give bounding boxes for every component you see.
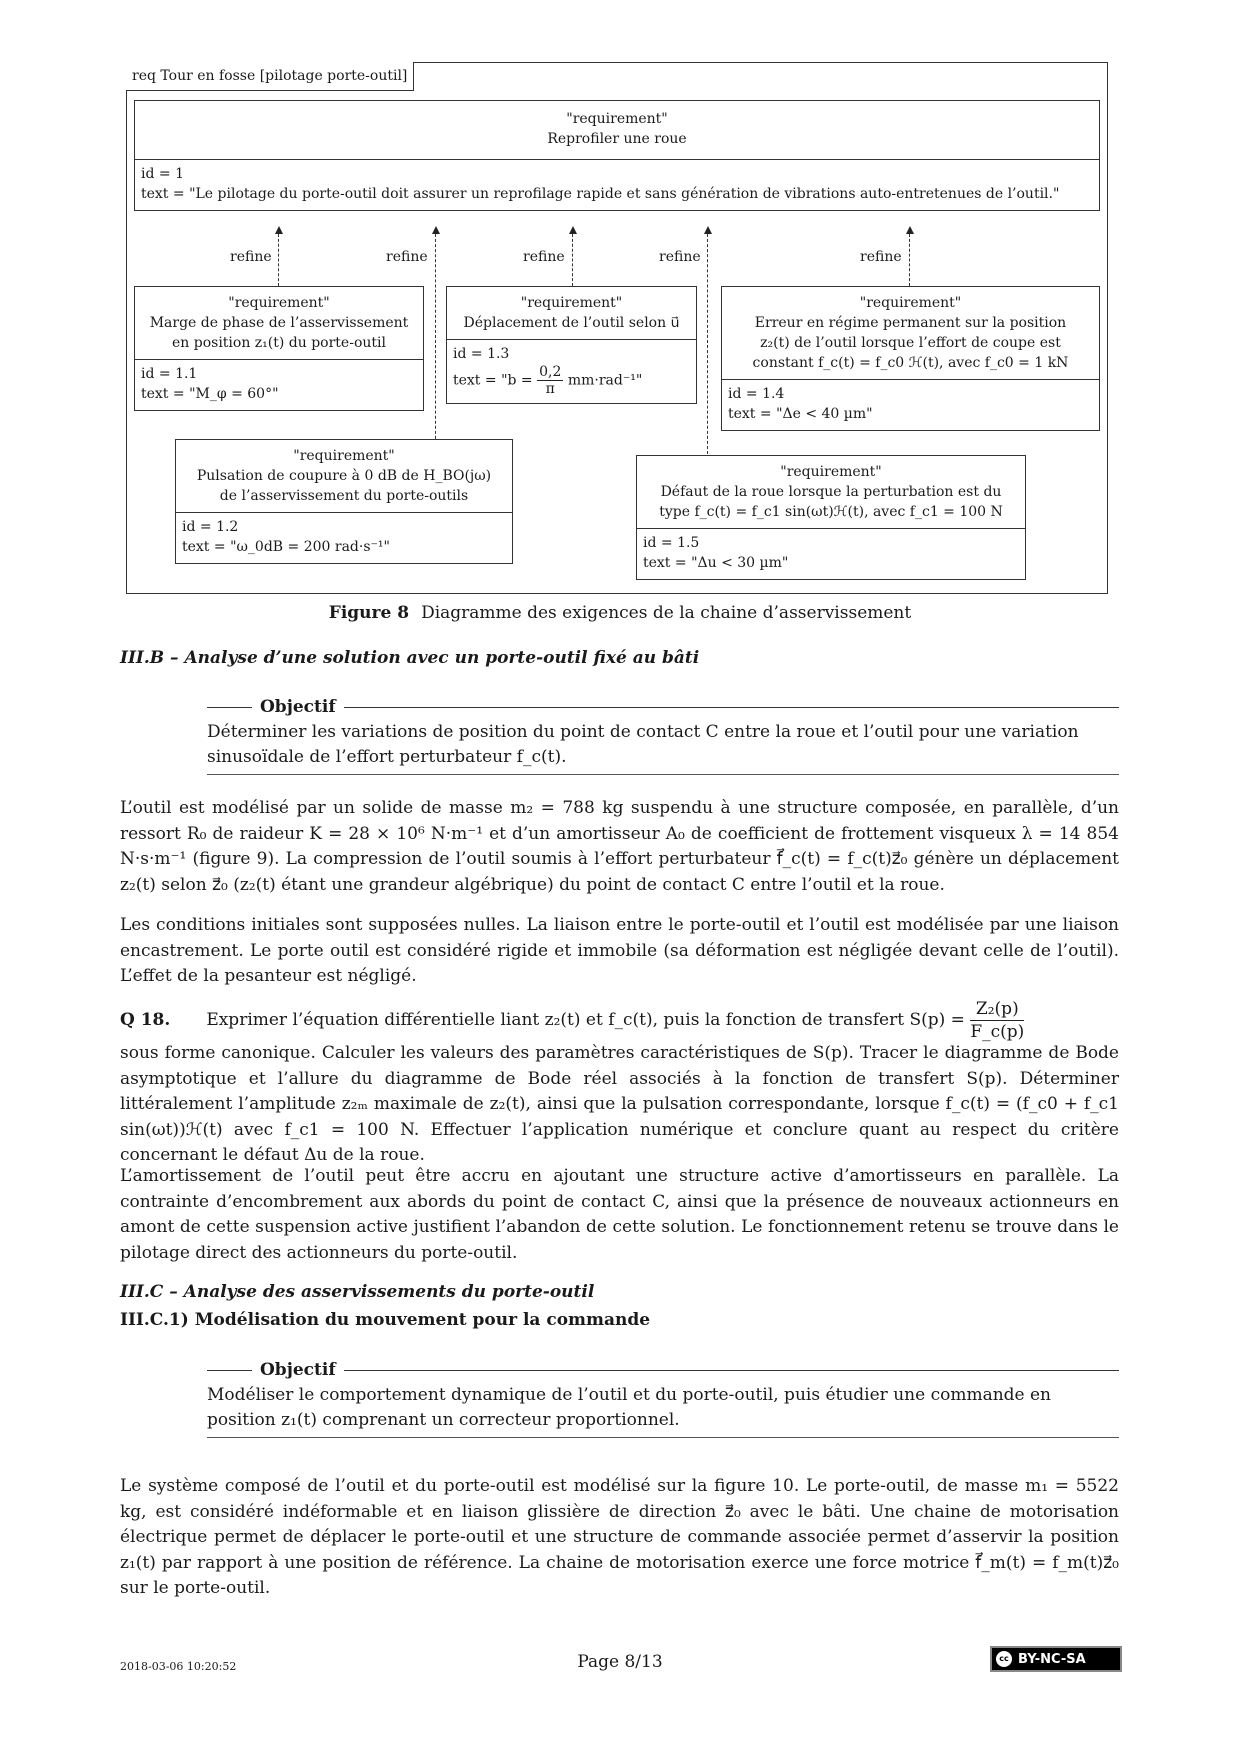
- requirement-id: id = 1.3: [453, 346, 510, 362]
- license-text: BY-NC-SA: [1018, 1651, 1086, 1667]
- refine-link-1-2: [435, 234, 436, 449]
- stereotype-label: "requirement": [859, 295, 962, 311]
- refine-label: refine: [523, 249, 565, 265]
- requirement-text: text = "Δu < 30 µm": [643, 555, 789, 571]
- objective-text: Déterminer les variations de position du point de contact C entre la roue et l’outil pour une variation sinusoïdale de l’effort perturbateur f_c(t).: [207, 722, 1079, 767]
- requirement-id: id = 1.1: [141, 366, 198, 382]
- stereotype-label: "requirement": [520, 295, 623, 311]
- refine-label: refine: [860, 249, 902, 265]
- question-label: Q 18.: [120, 1010, 171, 1030]
- refine-label: refine: [659, 249, 701, 265]
- requirement-text: text = "Δe < 40 µm": [728, 406, 873, 422]
- objective-box-c: [207, 1358, 1119, 1438]
- paragraph-model-outil: L’outil est modélisé par un solide de masse m₂ = 788 kg suspendu à une structure composée, en parallèle, d’un ressort R₀ de raideur K = 28 × 10⁶ N·m⁻¹ et d’un amortisseur A₀ de coefficient de frottement visqueux λ = 14 854 N·s·m⁻¹ (figure 9). La compression de l’outil soumis à l’effort perturbateur f⃗_c(t) = f_c(t)z⃗₀ génère un déplacement z₂(t) selon z⃗₀ (z₂(t) étant une grandeur algébrique) du point de contact C entre l’outil et la roue.: [120, 798, 1119, 895]
- transfer-function-fraction: $\frac{\text{Z₂(p)}}{F\_c(p)}$: [970, 999, 1025, 1042]
- requirement-1: [134, 100, 1100, 211]
- refine-link-1-3: [572, 234, 573, 286]
- stereotype-label: "requirement": [780, 464, 882, 480]
- requirement-name: z₂(t) de l’outil lorsque l’effort de coupe est: [760, 335, 1061, 351]
- requirement-name: Déplacement de l’outil selon u⃗: [463, 315, 680, 331]
- question-text: Exprimer l’équation différentielle liant z₂(t) et f_c(t), puis la fonction de transfert S(p) =: [206, 1010, 965, 1030]
- requirement-name: de l’asservissement du porte-outils: [219, 488, 469, 504]
- requirement-1-3: [446, 286, 697, 404]
- stereotype-label: "requirement": [293, 448, 395, 464]
- objective-box-b: [207, 695, 1119, 775]
- refine-arrow-icon: [704, 226, 712, 234]
- requirement-text: text = "Le pilotage du porte-outil doit assurer un reprofilage rapide et sans génération de vibrations auto-entretenues de l’outil.": [141, 186, 1060, 202]
- requirement-name: Marge de phase de l’asservissement: [149, 315, 409, 331]
- requirement-name: type f_c(t) = f_c1 sin(ωt)ℋ(t), avec f_c1 = 100 N: [659, 504, 1003, 520]
- cc-icon: cc: [996, 1651, 1012, 1667]
- requirement-1-5: [636, 455, 1026, 580]
- page-number: Page 8/13: [577, 1652, 663, 1672]
- requirement-name: Erreur en régime permanent sur la position: [754, 315, 1067, 331]
- refine-arrow-icon: [569, 226, 577, 234]
- requirement-text: text = "b = $\frac{0,2}{\pi}$ mm·rad⁻¹": [453, 364, 643, 397]
- requirement-id: id = 1: [141, 166, 184, 182]
- paragraph-initial-conditions: Les conditions initiales sont supposées nulles. La liaison entre le porte-outil et l’outil est modélisée par une liaison encastrement. Le porte outil est considéré rigide et immobile (sa déformation est négligée devant celle de l’outil). L’effet de la pesanteur est négligé.: [120, 915, 1119, 986]
- fraction: $\frac{0,2}{\pi}$: [539, 364, 562, 397]
- requirement-text: text = "M_φ = 60°": [141, 386, 279, 402]
- objective-text: Modéliser le comportement dynamique de l’outil et du porte-outil, puis étudier une commande en position z₁(t) comprenant un correcteur proportionnel.: [207, 1385, 1052, 1430]
- requirement-name: en position z₁(t) du porte-outil: [172, 335, 386, 351]
- requirement-1-4: [721, 286, 1100, 431]
- refine-link-1-1: [278, 234, 279, 286]
- subsection-heading-iii-c-1: III.C.1) Modélisation du mouvement pour la commande: [120, 1310, 651, 1330]
- license-badge: [990, 1646, 1122, 1672]
- figure-caption: [0, 603, 1240, 623]
- paragraph-system-model: Le système composé de l’outil et du porte-outil est modélisé sur la figure 10. Le porte-outil, de masse m₁ = 5522 kg, est considéré indéformable et en liaison glissière de direction z⃗₀ avec le bâti. Une chaine de motorisation électrique permet de déplacer le porte-outil et une structure de commande associée permet d’asservir la position z₁(t) par rapport à une position de référence. La chaine de motorisation exerce une force motrice f⃗_m(t) = f_m(t)z⃗₀ sur le porte-outil.: [120, 1476, 1119, 1598]
- footer-timestamp: 2018-03-06 10:20:52: [120, 1660, 237, 1673]
- question-18: [120, 998, 1119, 1169]
- refine-link-1-5: [707, 234, 708, 454]
- refine-link-1-4: [909, 234, 910, 286]
- stereotype-label: "requirement": [566, 111, 668, 127]
- requirement-name: Reprofiler une roue: [547, 131, 687, 147]
- objective-title: Objectif: [260, 697, 336, 717]
- requirement-1-1: [134, 286, 424, 411]
- requirement-1-2: [175, 439, 513, 564]
- figure-label: Figure 8: [328, 603, 410, 623]
- figure-caption-text: Diagramme des exigences de la chaine d’asservissement: [421, 603, 912, 623]
- refine-arrow-icon: [275, 226, 283, 234]
- requirement-id: id = 1.5: [643, 535, 700, 551]
- question-text-continued: sous forme canonique. Calculer les valeurs des paramètres caractéristiques de S(p). Tracer le diagramme de Bode asymptotique et l’allure du diagramme de Bode réel associés à la fonction de transfert S(p). Déterminer littéralement l’amplitude z₂ₘ maximale de z₂(t), ainsi que la pulsation correspondante, lorsque f_c(t) = (f_c0 + f_c1 sin(ωt))ℋ(t) avec f_c1 = 100 N. Effectuer l’application numérique et conclure quant au respect du critère concernant le défaut Δu de la roue.: [120, 1043, 1119, 1165]
- objective-title: Objectif: [260, 1360, 336, 1380]
- paragraph-active-damping: L’amortissement de l’outil peut être accru en ajoutant une structure active d’amortisseurs en parallèle. La contrainte d’encombrement aux abords du point de contact C, ainsi que la présence de nouveaux actionneurs en amont de cette suspension active justifient l’abandon de cette solution. Le fonctionnement retenu se trouve dans le pilotage direct des actionneurs du porte-outil.: [120, 1166, 1119, 1263]
- requirement-name: Pulsation de coupure à 0 dB de H_BO(jω): [196, 468, 492, 484]
- refine-label: refine: [386, 249, 428, 265]
- requirement-text: text = "ω_0dB = 200 rad·s⁻¹": [182, 539, 390, 555]
- refine-arrow-icon: [906, 226, 914, 234]
- refine-arrow-icon: [432, 226, 440, 234]
- section-heading-iii-c: III.C – Analyse des asservissements du porte-outil: [120, 1282, 595, 1302]
- requirement-name: constant f_c(t) = f_c0 ℋ(t), avec f_c0 = 1 kN: [752, 355, 1069, 371]
- requirement-name: Défaut de la roue lorsque la perturbation est du: [660, 484, 1002, 500]
- stereotype-label: "requirement": [228, 295, 330, 311]
- refine-label: refine: [230, 249, 272, 265]
- diagram-frame-title: req Tour en fosse [pilotage porte-outil]: [126, 62, 414, 91]
- requirement-id: id = 1.4: [728, 386, 785, 402]
- requirement-id: id = 1.2: [182, 519, 239, 535]
- section-heading-iii-b: III.B – Analyse d’une solution avec un porte-outil fixé au bâti: [120, 648, 700, 668]
